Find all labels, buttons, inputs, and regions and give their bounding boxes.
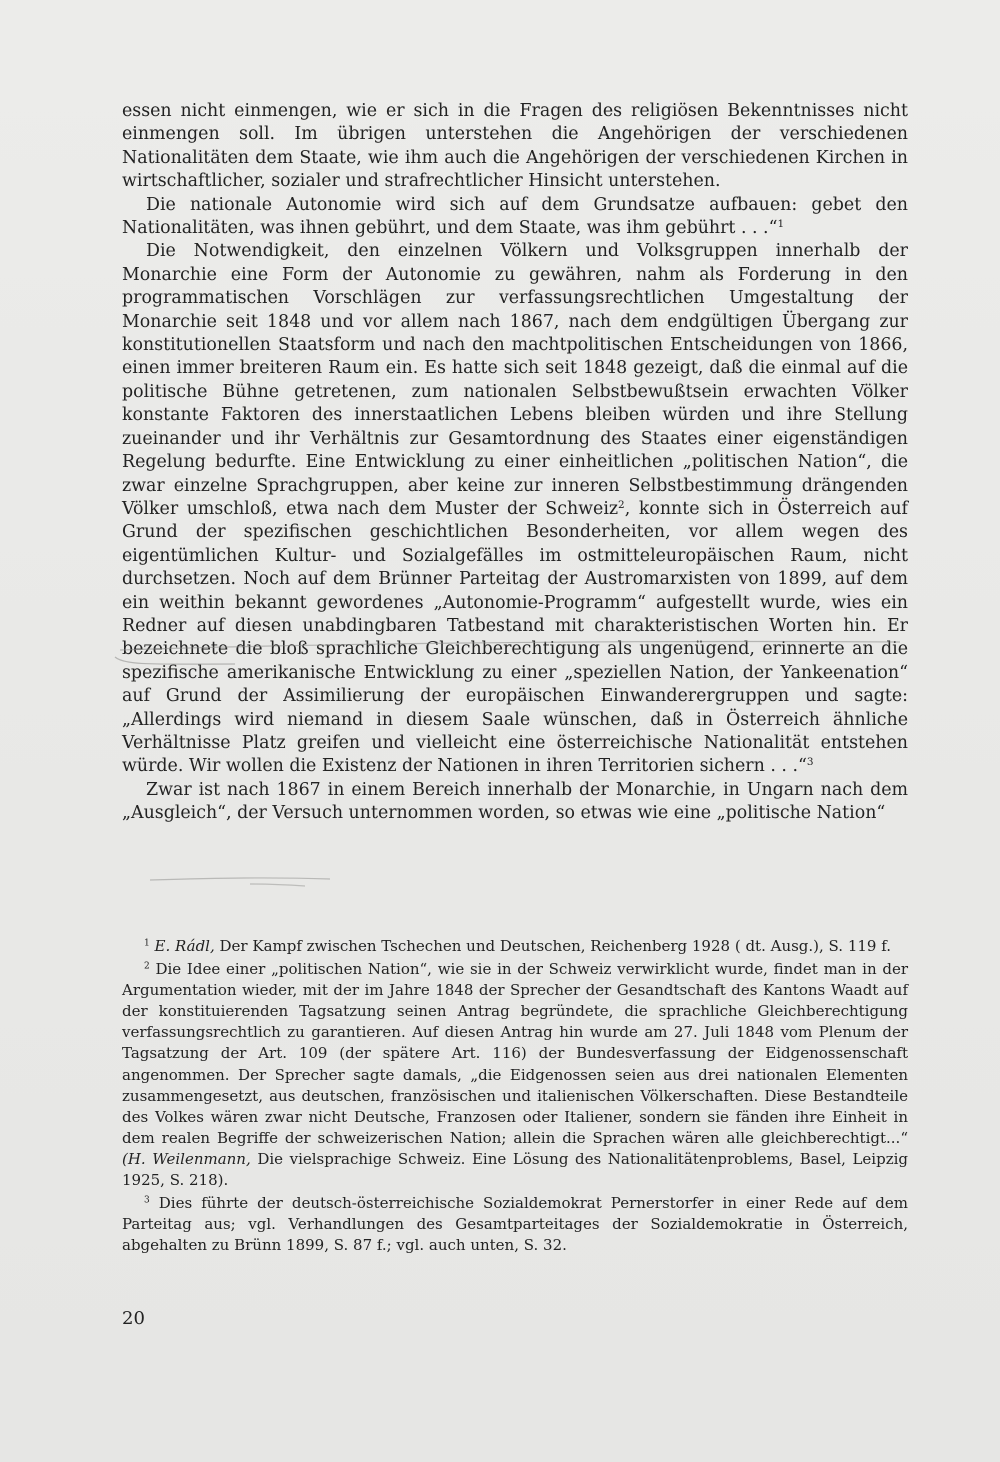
footnote: $^2$ Die Idee einer „politischen Nation“, wie sie in der Schweiz verwirklicht wurde, findet man in der Argumentation wieder, mit der im Jahre 1848 der Sprecher der Gesandtschaft des Kantons Waadt auf der konstituierenden Tagsatzung seinen Antrag begründete, die sprachliche Gleichberechtigung verfassungsrechtlich zu garantieren. Auf diesen Antrag hin wurde am 27. Juli 1848 vom Plenum der Tagsatzung der Art. 109 (der spätere Art. 116) der Bundesverfassung der Eidgenossenschaft angenommen. Der Sprecher sagte damals, „die Eidgenossen seien aus drei nationalen Elementen zusammengesetzt, aus deutschen, französischen und italienischen Völkerschaften. Diese Bestandteile des Volkes wären zwar nicht Deutsche, Franzosen oder Italiener, sondern sie fänden ihre Einheit in dem realen Begriffe der schweizerischen Nation; allein die Sprachen wären alle gleichberechtigt...“ (H. Weilenmann, Die vielsprachige Schweiz. Eine Lösung des Nationalitätenproblems, Basel, Leipzig 1925, S. 218). bbox=[122, 960, 908, 1190]
paragraph: Zwar ist nach 1867 in einem Bereich innerhalb der Monarchie, in Ungarn nach dem „Ausgleich“, der Versuch unternommen worden, so etwas wie eine „politische Nation“ bbox=[122, 779, 908, 824]
paragraph: Die nationale Autonomie wird sich auf dem Grundsatze aufbauen: gebet den Nationalitäten, was ihnen gebührt, und dem Staate, was ihm gebührt . . .“$^1$ bbox=[122, 194, 908, 239]
footnote-ref: 1 bbox=[777, 217, 785, 230]
footnote-ref: 2 bbox=[618, 498, 625, 511]
main-text bbox=[122, 100, 908, 826]
paragraph: essen nicht einmengen, wie er sich in die Fragen des religiösen Bekenntnisses nicht einmengen soll. Im übrigen unterstehen die Angehörigen der verschiedenen Nationalitäten dem Staate, wie ihm auch die Angehörigen der verschiedenen Kirchen in wirtschaftlicher, sozialer und strafrechtlicher Hinsicht unterstehen. bbox=[122, 101, 908, 192]
footnotes bbox=[122, 936, 908, 1258]
footnote: $^1$ E. Rádl, Der Kampf zwischen Tschechen und Deutschen, Reichenberg 1928 ( dt. Ausg.), S. 119 f. bbox=[144, 937, 892, 955]
footnote-ref: 3 bbox=[806, 756, 814, 769]
paragraph: Die Notwendigkeit, den einzelnen Völkern und Volksgruppen innerhalb der Monarchie eine Form der Autonomie zu gewähren, nahm als Forderung in den programmatischen Vorschlägen zur verfassungsrechtlichen Umgestaltung der Monarchie seit 1848 und vor allem nach 1867, nach dem endgültigen Übergang zur konstitutionellen Staatsform und nach den machtpolitischen Entscheidungen von 1866, einen immer breiteren Raum ein. Es hatte sich seit 1848 gezeigt, daß die einmal auf die politische Bühne getretenen, zum nationalen Selbstbewußtsein erwachten Völker konstante Faktoren des innerstaatlichen Lebens bleiben würden und ihre Stellung zueinander und ihr Verhältnis zur Gesamtordnung des Staates einer eigenständigen Regelung bedurfte. Eine Entwicklung zu einer einheitlichen „politischen Nation“, die zwar einzelne Sprachgruppen, aber keine zur inneren Selbstbestimmung drängenden Völker umschloß, etwa nach dem Muster der Schweiz$^2$, konnte sich in Österreich auf Grund der spezifischen geschichtlichen Besonderheiten, vor allem wegen des eigentümlichen Kultur- und Sozialgefälles im ostmitteleuropäischen Raum, nicht durchsetzen. Noch auf dem Brünner Parteitag der Austromarxisten von 1899, auf dem ein weithin bekannt gewordenes „Autonomie-Programm“ aufgestellt wurde, wies ein Redner auf diesen unabdingbaren Tatbestand mit charakteristischen Worten hin. Er bezeichnete die bloß sprachliche Gleichberechtigung als ungenügend, erinnerte an die spezifische amerikanische Entwicklung zu einer „speziellen Nation, der Yankeenation“ auf Grund der Assimilierung der europäischen Einwanderergruppen und sagte: „Allerdings wird niemand in diesem Saale wünschen, daß in Österreich ähnliche Verhältnisse Platz greifen und vielleicht eine österreichische Nationalität entstehen würde. Wir wollen die Existenz der Nationen in ihren Territorien sichern . . .“$^3$ bbox=[122, 241, 908, 777]
page-number: 20 bbox=[122, 1308, 145, 1329]
footnote: $^3$ Dies führte der deutsch-österreichische Sozialdemokrat Pernerstorfer in einer Rede auf dem Parteitag aus; vgl. Verhandlungen des Gesamtparteitages der Sozialdemokratie in Österreich, abgehalten zu Brünn 1899, S. 87 f.; vgl. auch unten, S. 32. bbox=[122, 1194, 908, 1255]
